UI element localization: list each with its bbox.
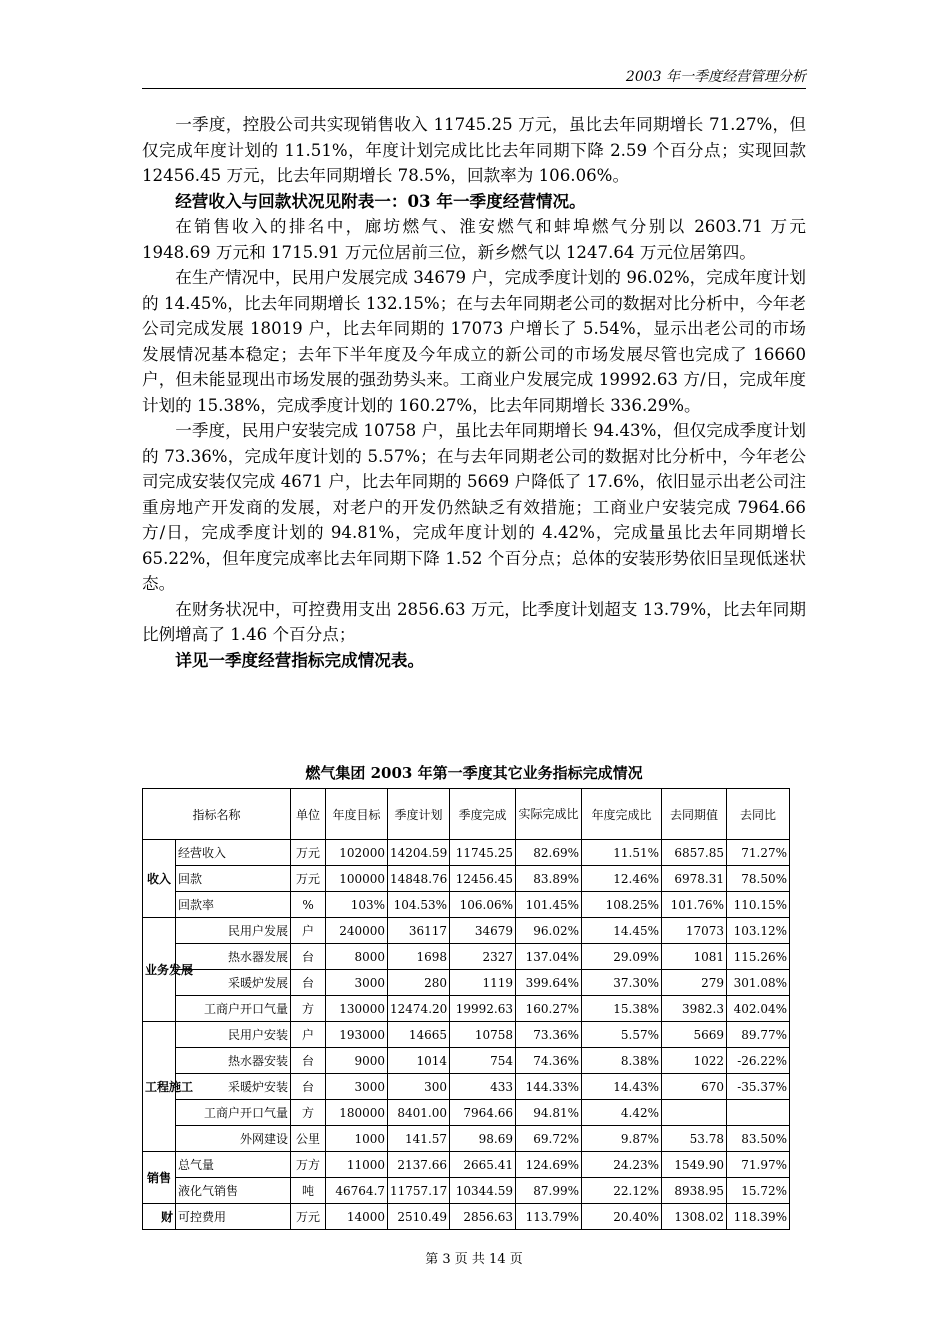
cell-actual-ratio: 160.27% [516,996,582,1022]
row-unit: % [291,892,326,918]
cell-quarter-plan: 141.57 [388,1126,450,1152]
row-unit: 台 [291,1048,326,1074]
row-label: 采暖炉安装 [176,1074,291,1100]
cell-last-year: 53.78 [662,1126,727,1152]
table-row [143,840,790,866]
cell-quarter-done: 754 [450,1048,516,1074]
cell-actual-ratio: 113.79% [516,1204,582,1230]
cell-yoy: 71.97% [727,1152,790,1178]
cell-yoy: 115.26% [727,944,790,970]
table-row [143,1152,790,1178]
cell-actual-ratio: 96.02% [516,918,582,944]
cell-annual-ratio: 12.46% [582,866,662,892]
cell-yoy: 71.27% [727,840,790,866]
cell-last-year: 1308.02 [662,1204,727,1230]
cell-quarter-plan: 1698 [388,944,450,970]
row-label: 工商户开口气量 [176,996,291,1022]
cell-quarter-done: 19992.63 [450,996,516,1022]
cell-annual-target: 180000 [326,1100,388,1126]
cell-annual-ratio: 14.43% [582,1074,662,1100]
cell-annual-target: 1000 [326,1126,388,1152]
cell-actual-ratio: 83.89% [516,866,582,892]
cell-annual-ratio: 37.30% [582,970,662,996]
cell-actual-ratio: 82.69% [516,840,582,866]
cell-actual-ratio: 74.36% [516,1048,582,1074]
cell-quarter-plan: 14204.59 [388,840,450,866]
table-row [143,918,790,944]
row-label: 热水器安装 [176,1048,291,1074]
cell-quarter-plan: 12474.20 [388,996,450,1022]
cell-yoy: 301.08% [727,970,790,996]
cell-yoy [727,1100,790,1126]
cell-last-year: 1022 [662,1048,727,1074]
cell-quarter-done: 1119 [450,970,516,996]
cell-annual-target: 3000 [326,1074,388,1100]
table-row [143,1074,790,1100]
cell-last-year: 6978.31 [662,866,727,892]
row-unit: 公里 [291,1126,326,1152]
cell-actual-ratio: 73.36% [516,1022,582,1048]
table-row [143,1178,790,1204]
cell-quarter-done: 2665.41 [450,1152,516,1178]
row-unit: 户 [291,918,326,944]
header-last-year: 去同期值 [662,789,727,840]
cell-quarter-done: 10758 [450,1022,516,1048]
cell-annual-ratio: 20.40% [582,1204,662,1230]
cell-actual-ratio: 101.45% [516,892,582,918]
cell-quarter-plan: 280 [388,970,450,996]
row-label: 热水器发展 [176,944,291,970]
kpi-table [142,788,790,1230]
cell-actual-ratio: 124.69% [516,1152,582,1178]
cell-annual-target: 102000 [326,840,388,866]
cell-last-year: 3982.3 [662,996,727,1022]
table-row [143,1100,790,1126]
cell-annual-target: 240000 [326,918,388,944]
group-revenue: 收入 [143,840,176,918]
cell-annual-target: 11000 [326,1152,388,1178]
row-label: 工商户开口气量 [176,1100,291,1126]
header-name: 指标名称 [143,789,291,840]
cell-quarter-done: 106.06% [450,892,516,918]
cell-quarter-plan: 14848.76 [388,866,450,892]
cell-last-year: 1549.90 [662,1152,727,1178]
cell-yoy: 89.77% [727,1022,790,1048]
row-unit: 万元 [291,840,326,866]
row-unit: 万元 [291,1204,326,1230]
header-annual-ratio: 年度完成比 [582,789,662,840]
header-title: 2003 年一季度经营管理分析 [625,69,806,85]
cell-last-year: 1081 [662,944,727,970]
paragraph-production: 在生产情况中，民用户发展完成 34679 户，完成季度计划的 96.02%，完成年度计划的 14.45%，比去年同期增长 132.15%；在与去年同期老公司的数据对比分析中，今年老公司完成发展 18019 户，比去年同期的 17073 户增长了 5.54%，显示出老公司的市场发展情况基本稳定；去年下半年度及今年成立的新公司的市场发展尽管也完成了 16660 户，但未能显现出市场发展的强劲势头来。工商业户发展完成 19992.63 方/日，完成年度计划的 15.38%，完成季度计划的 160.27%，比去年同期增长 336.29%。 [142,268,806,415]
cell-actual-ratio: 399.64% [516,970,582,996]
cell-last-year: 279 [662,970,727,996]
cell-quarter-done: 2856.63 [450,1204,516,1230]
cell-quarter-done: 12456.45 [450,866,516,892]
paragraph-revenue-note: 经营收入与回款状况见附表一：03 年一季度经营情况。 [175,190,586,211]
group-construction: 工程施工 [143,1022,176,1152]
table-row [143,1126,790,1152]
cell-last-year: 17073 [662,918,727,944]
cell-yoy: 15.72% [727,1178,790,1204]
cell-quarter-done: 98.69 [450,1126,516,1152]
cell-last-year: 8938.95 [662,1178,727,1204]
row-unit: 方 [291,996,326,1022]
row-label: 总气量 [176,1152,291,1178]
cell-annual-ratio: 5.57% [582,1022,662,1048]
table-title: 燃气集团 2003 年第一季度其它业务指标完成情况 [305,764,643,782]
cell-actual-ratio: 69.72% [516,1126,582,1152]
row-label: 民用户安装 [176,1022,291,1048]
table-row [143,970,790,996]
cell-quarter-done: 433 [450,1074,516,1100]
paragraph-ranking: 在销售收入的排名中，廊坊燃气、淮安燃气和蚌埠燃气分别以 2603.71 万元 1948.69 万元和 1715.91 万元位居前三位，新乡燃气以 1247.64 万元位居第四。 [142,217,806,262]
group-finance: 财 [143,1204,176,1230]
cell-yoy: -35.37% [727,1074,790,1100]
table-row [143,1048,790,1074]
cell-last-year [662,1100,727,1126]
row-unit: 万方 [291,1152,326,1178]
row-unit: 吨 [291,1178,326,1204]
cell-annual-target: 46764.7 [326,1178,388,1204]
cell-annual-ratio: 29.09% [582,944,662,970]
cell-quarter-plan: 300 [388,1074,450,1100]
cell-quarter-plan: 8401.00 [388,1100,450,1126]
cell-annual-target: 14000 [326,1204,388,1230]
cell-actual-ratio: 94.81% [516,1100,582,1126]
cell-annual-target: 9000 [326,1048,388,1074]
row-unit: 台 [291,944,326,970]
cell-yoy: 118.39% [727,1204,790,1230]
cell-actual-ratio: 137.04% [516,944,582,970]
row-unit: 方 [291,1100,326,1126]
paragraph-finance: 在财务状况中，可控费用支出 2856.63 万元，比季度计划超支 13.79%，比去年同期比例增高了 1.46 个百分点； [142,599,806,644]
paragraph-installation: 一季度，民用户安装完成 10758 户，虽比去年同期增长 94.43%，但仅完成季度计划的 73.36%，完成年度计划的 5.57%；在与去年同期老公司的数据对比分析中，今年老公司完成安装仅完成 4671 户，比去年同期的 5669 户降低了 17.6%，依旧显示出老公司注重房地产开发商的发展，对老户的开发仍然缺乏有效措施；工商业户安装完成 7964.66 方/日，完成季度计划的 94.81%，完成年度计划的 4.42%，完成量虽比去年同期增长 65.22%，但年度完成率比去年同期下降 1.52 个百分点；总体的安装形势依旧呈现低迷状态。 [142,421,806,593]
row-label: 外网建设 [176,1126,291,1152]
cell-annual-target: 103% [326,892,388,918]
cell-annual-ratio: 14.45% [582,918,662,944]
cell-quarter-plan: 2510.49 [388,1204,450,1230]
cell-last-year: 101.76% [662,892,727,918]
cell-yoy: -26.22% [727,1048,790,1074]
cell-annual-ratio: 4.42% [582,1100,662,1126]
header-yoy: 去同比 [727,789,790,840]
row-unit: 万元 [291,866,326,892]
cell-annual-ratio: 24.23% [582,1152,662,1178]
cell-quarter-done: 7964.66 [450,1100,516,1126]
cell-annual-ratio: 9.87% [582,1126,662,1152]
cell-quarter-plan: 14665 [388,1022,450,1048]
row-label: 回款 [176,866,291,892]
cell-quarter-plan: 104.53% [388,892,450,918]
table-row [143,996,790,1022]
row-label: 回款率 [176,892,291,918]
row-unit: 台 [291,970,326,996]
row-unit: 户 [291,1022,326,1048]
body-text [142,112,806,673]
group-business: 业务发展 [143,918,176,1022]
cell-quarter-done: 10344.59 [450,1178,516,1204]
cell-last-year: 5669 [662,1022,727,1048]
cell-yoy: 78.50% [727,866,790,892]
paragraph-table-note: 详见一季度经营指标完成情况表。 [175,649,425,670]
table-row [143,1022,790,1048]
cell-quarter-plan: 1014 [388,1048,450,1074]
cell-annual-ratio: 8.38% [582,1048,662,1074]
page-footer: 第 3 页 共 14 页 [425,1252,523,1267]
cell-annual-ratio: 22.12% [582,1178,662,1204]
row-label: 可控费用 [176,1204,291,1230]
cell-annual-target: 130000 [326,996,388,1022]
cell-quarter-plan: 2137.66 [388,1152,450,1178]
row-label: 民用户发展 [176,918,291,944]
cell-quarter-done: 11745.25 [450,840,516,866]
cell-annual-target: 100000 [326,866,388,892]
table-row [143,892,790,918]
cell-yoy: 83.50% [727,1126,790,1152]
cell-yoy: 110.15% [727,892,790,918]
table-row [143,1204,790,1230]
table-row [143,866,790,892]
header-annual-target: 年度目标 [326,789,388,840]
group-sales: 销售 [143,1152,176,1204]
cell-last-year: 670 [662,1074,727,1100]
row-label: 液化气销售 [176,1178,291,1204]
row-unit: 台 [291,1074,326,1100]
cell-annual-ratio: 15.38% [582,996,662,1022]
table-row [143,944,790,970]
table-header-row [143,789,790,840]
header-quarter-done: 季度完成 [450,789,516,840]
cell-yoy: 103.12% [727,918,790,944]
cell-quarter-plan: 11757.17 [388,1178,450,1204]
cell-quarter-done: 34679 [450,918,516,944]
header-unit: 单位 [291,789,326,840]
page-header [142,62,806,89]
cell-quarter-done: 2327 [450,944,516,970]
cell-actual-ratio: 87.99% [516,1178,582,1204]
cell-annual-ratio: 11.51% [582,840,662,866]
cell-quarter-plan: 36117 [388,918,450,944]
cell-actual-ratio: 144.33% [516,1074,582,1100]
header-quarter-plan: 季度计划 [388,789,450,840]
cell-yoy: 402.04% [727,996,790,1022]
row-label: 经营收入 [176,840,291,866]
row-label: 采暖炉发展 [176,970,291,996]
paragraph-summary: 一季度，控股公司共实现销售收入 11745.25 万元，虽比去年同期增长 71.27%，但仅完成年度计划的 11.51%，年度计划完成比比去年同期下降 2.59 个百分点；实现回款 12456.45 万元，比去年同期增长 78.5%，回款率为 106.06%。 [142,115,806,185]
cell-annual-target: 8000 [326,944,388,970]
cell-annual-ratio: 108.25% [582,892,662,918]
cell-last-year: 6857.85 [662,840,727,866]
header-actual-ratio: 实际完成比 [516,789,582,840]
cell-annual-target: 193000 [326,1022,388,1048]
cell-annual-target: 3000 [326,970,388,996]
